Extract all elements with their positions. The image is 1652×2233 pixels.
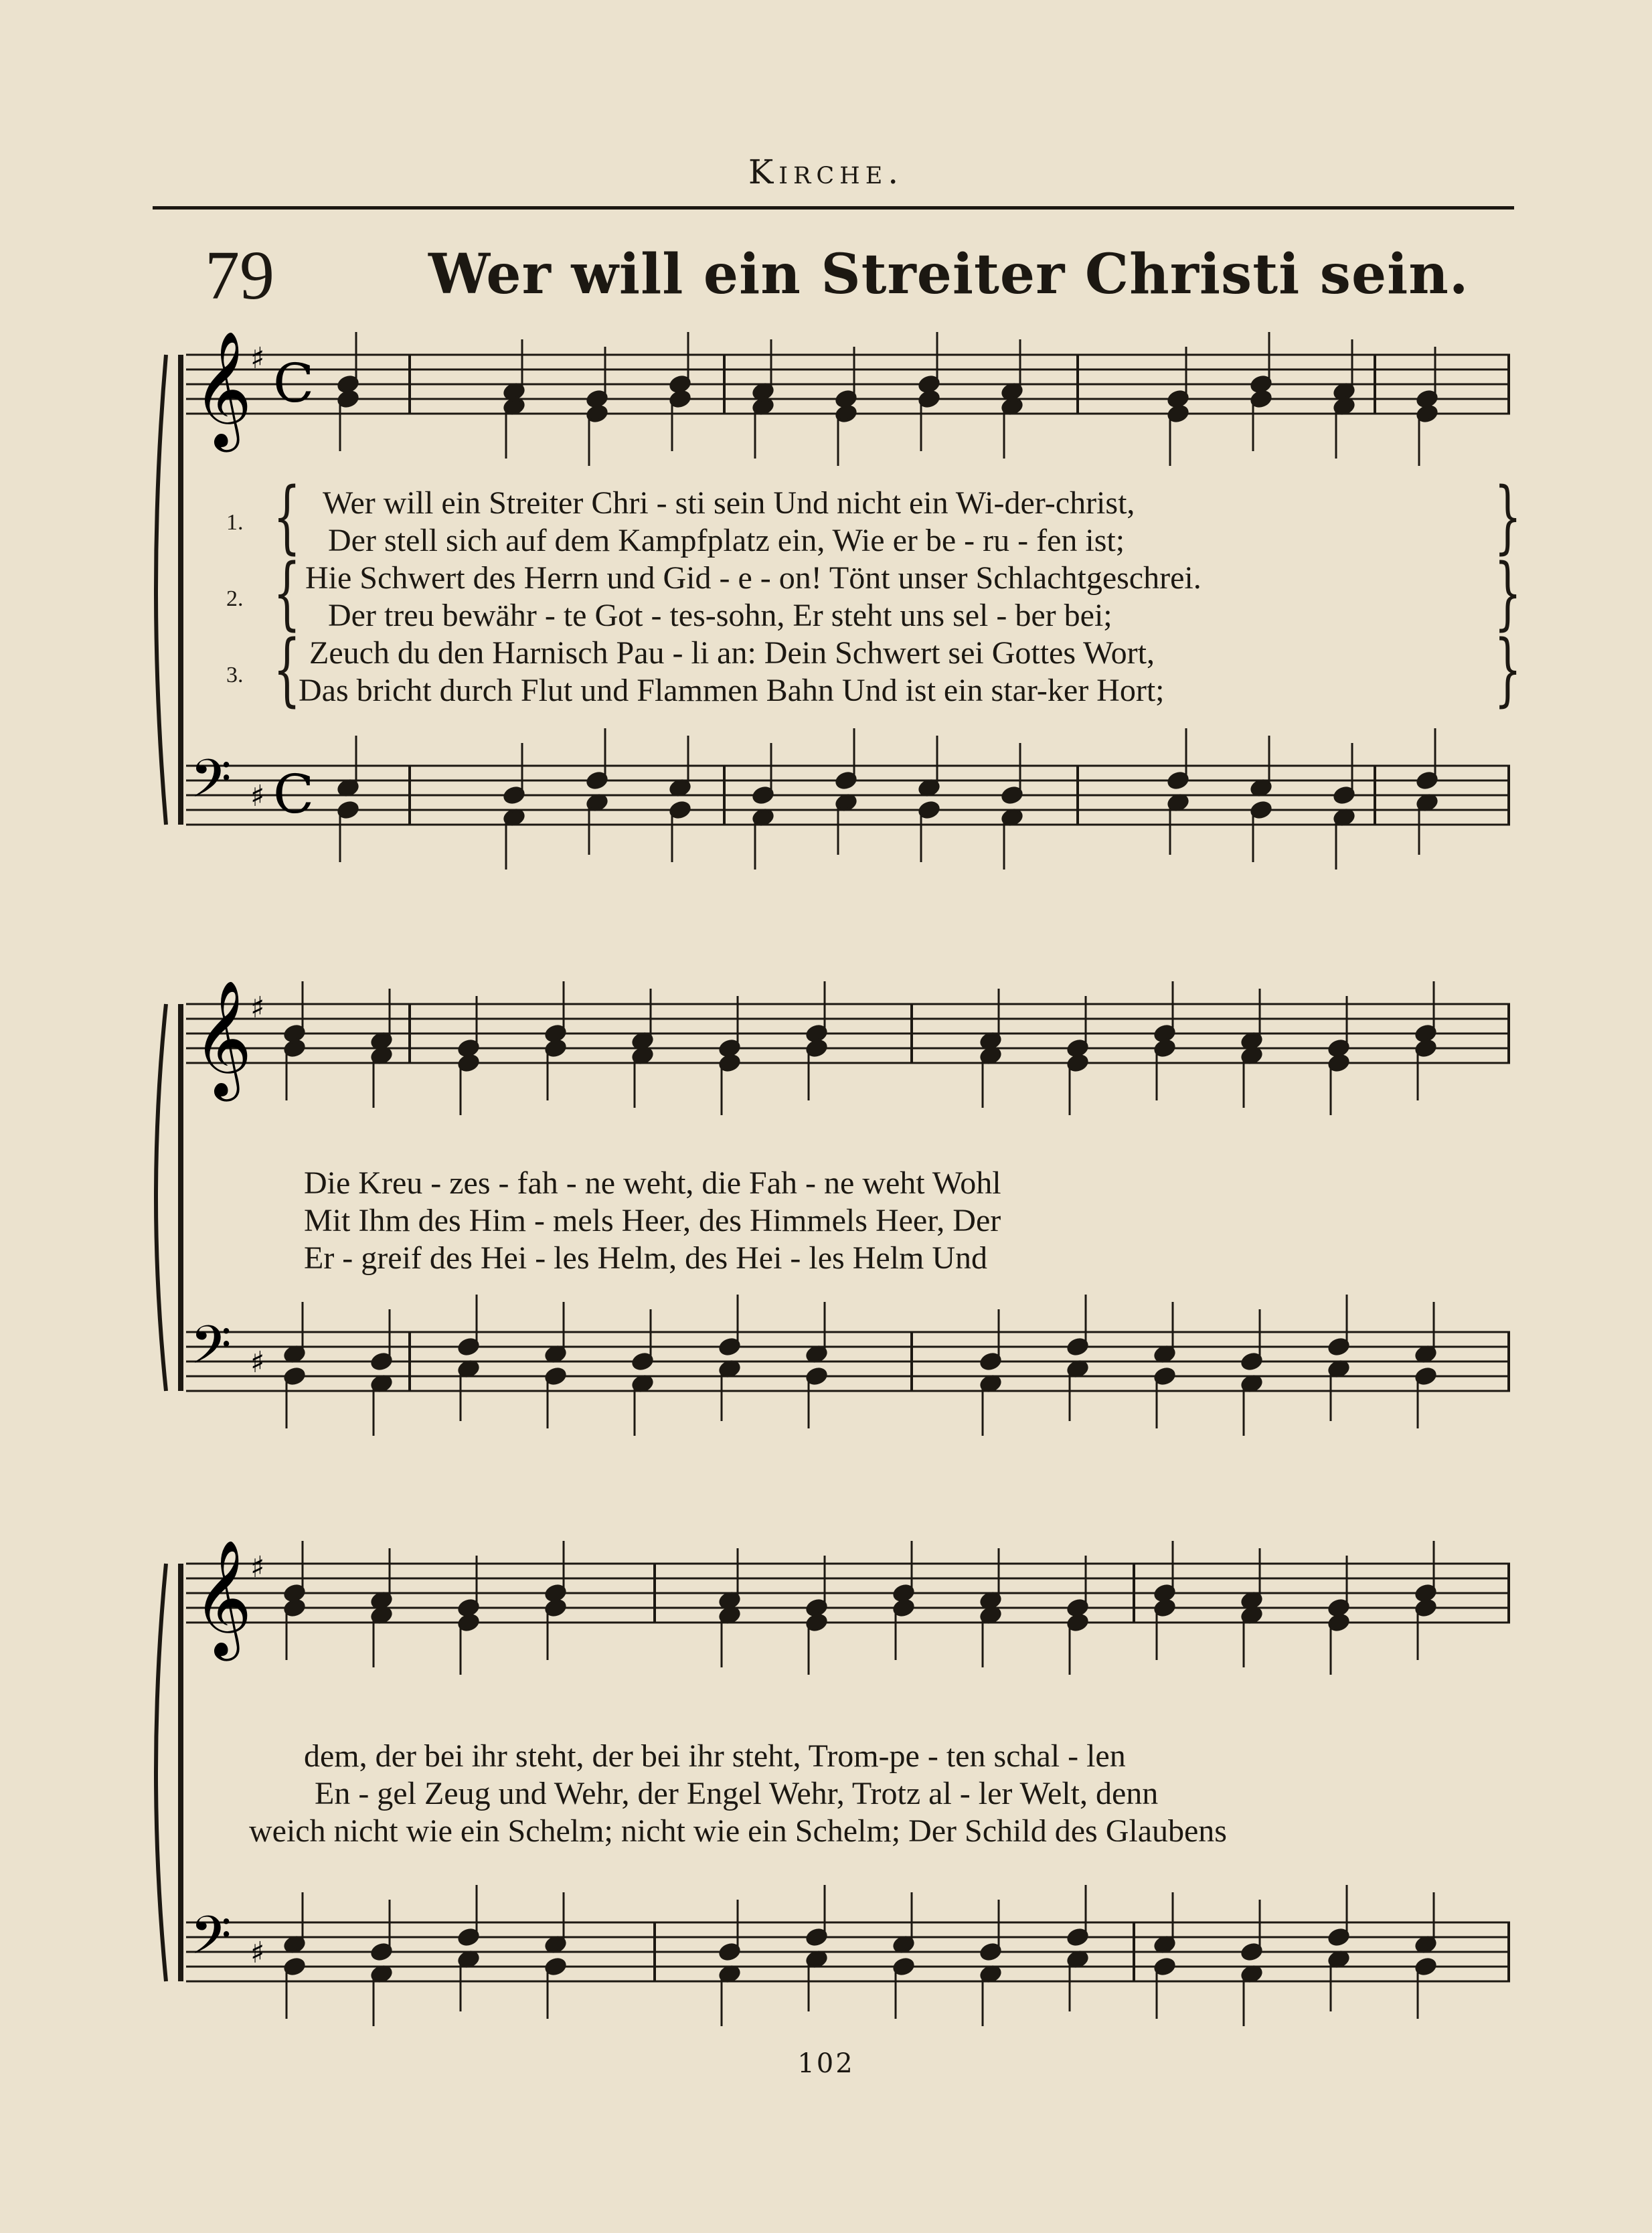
barline [1507, 1004, 1510, 1063]
verse-brace-right-3: } [1494, 623, 1522, 715]
lyric-line: Er - greif des Hei - les Helm, des Hei - les Helm Und [304, 1240, 988, 1276]
barline [1507, 1922, 1510, 1981]
hymn-title: Wer will ein Streiter Christi sein. [428, 242, 1469, 307]
sharp-icon: ♯ [250, 779, 265, 813]
barline [408, 1004, 411, 1063]
lyric-line: Mit Ihm des Him - mels Heer, des Himmels Heer, Der [304, 1203, 1001, 1238]
barline [653, 1564, 656, 1623]
verse-number-3: 3. [226, 663, 244, 687]
verse-brace-left-3: { [273, 623, 301, 715]
barline [910, 1332, 913, 1391]
common-time-icon: C [273, 763, 315, 825]
hymn-number: 79 [205, 237, 274, 314]
barline [1374, 355, 1376, 414]
verse-brace-right-2: } [1494, 546, 1522, 639]
section-title: Kirche. [748, 153, 904, 191]
barline [653, 1922, 656, 1981]
sharp-icon: ♯ [250, 1936, 265, 1970]
lyric-line: Das bricht durch Flut und Flammen Bahn Und ist ein star-ker Hort; [299, 673, 1165, 708]
barline [1133, 1564, 1135, 1623]
barline [1133, 1922, 1135, 1981]
lyric-line: weich nicht wie ein Schelm; nicht wie ein Schelm; Der Schild des Glaubens [249, 1813, 1227, 1849]
system-brace [156, 355, 166, 825]
system-brace [156, 1004, 166, 1391]
bass-clef-icon: 𝄢 [190, 1904, 232, 1979]
sharp-icon: ♯ [250, 1345, 265, 1380]
verse-number-2: 2. [226, 586, 244, 611]
treble-clef-icon: 𝄞 [193, 980, 252, 1096]
bass-clef-icon: 𝄢 [190, 1314, 232, 1389]
lyric-line: Der treu bewähr - te Got - tes-sohn, Er steht uns sel - ber bei; [328, 598, 1112, 633]
barline [408, 766, 411, 825]
bass-clef-icon: 𝄢 [190, 748, 232, 823]
barline [1076, 766, 1079, 825]
barline [1507, 355, 1510, 414]
barline [910, 1004, 913, 1063]
barline [723, 355, 726, 414]
lyric-line: Zeuch du den Harnisch Pau - li an: Dein Schwert sei Gottes Wort, [309, 635, 1155, 671]
lyric-line: En - gel Zeug und Wehr, der Engel Wehr, Trotz al - ler Welt, denn [315, 1776, 1159, 1811]
barline [1374, 766, 1376, 825]
barline [723, 766, 726, 825]
barline [1076, 355, 1079, 414]
treble-clef-icon: 𝄞 [193, 331, 252, 447]
lyric-line: Hie Schwert des Herrn und Gid - e - on! Tönt unser Schlachtgeschrei. [305, 560, 1202, 596]
barline [1507, 766, 1510, 825]
lyric-line: Der stell sich auf dem Kampfplatz ein, Wie er be - ru - fen ist; [328, 523, 1125, 558]
verse-brace-left-2: { [273, 546, 301, 639]
lyric-line: Die Kreu - zes - fah - ne weht, die Fah - ne weht Wohl [304, 1165, 1001, 1201]
lyric-line: Wer will ein Streiter Chri - sti sein Und nicht ein Wi-der-christ, [323, 485, 1135, 521]
system-bracket [178, 1564, 183, 1981]
treble-clef-icon: 𝄞 [193, 1540, 252, 1656]
barline [408, 1332, 411, 1391]
sharp-icon: ♯ [250, 341, 265, 376]
verse-number-1: 1. [226, 510, 244, 535]
verse-brace-left-1: { [273, 470, 301, 562]
barline [408, 355, 411, 414]
barline [1507, 1564, 1510, 1623]
page-number: 102 [797, 2048, 855, 2079]
barline [1507, 1332, 1510, 1391]
sharp-icon: ♯ [250, 991, 265, 1025]
common-time-icon: C [273, 352, 315, 414]
system-bracket [178, 355, 183, 825]
system-brace [156, 1564, 166, 1981]
sharp-icon: ♯ [250, 1550, 265, 1584]
lyric-line: dem, der bei ihr steht, der bei ihr steht, Trom-pe - ten schal - len [304, 1738, 1126, 1774]
verse-brace-right-1: } [1494, 470, 1522, 562]
system-bracket [178, 1004, 183, 1391]
